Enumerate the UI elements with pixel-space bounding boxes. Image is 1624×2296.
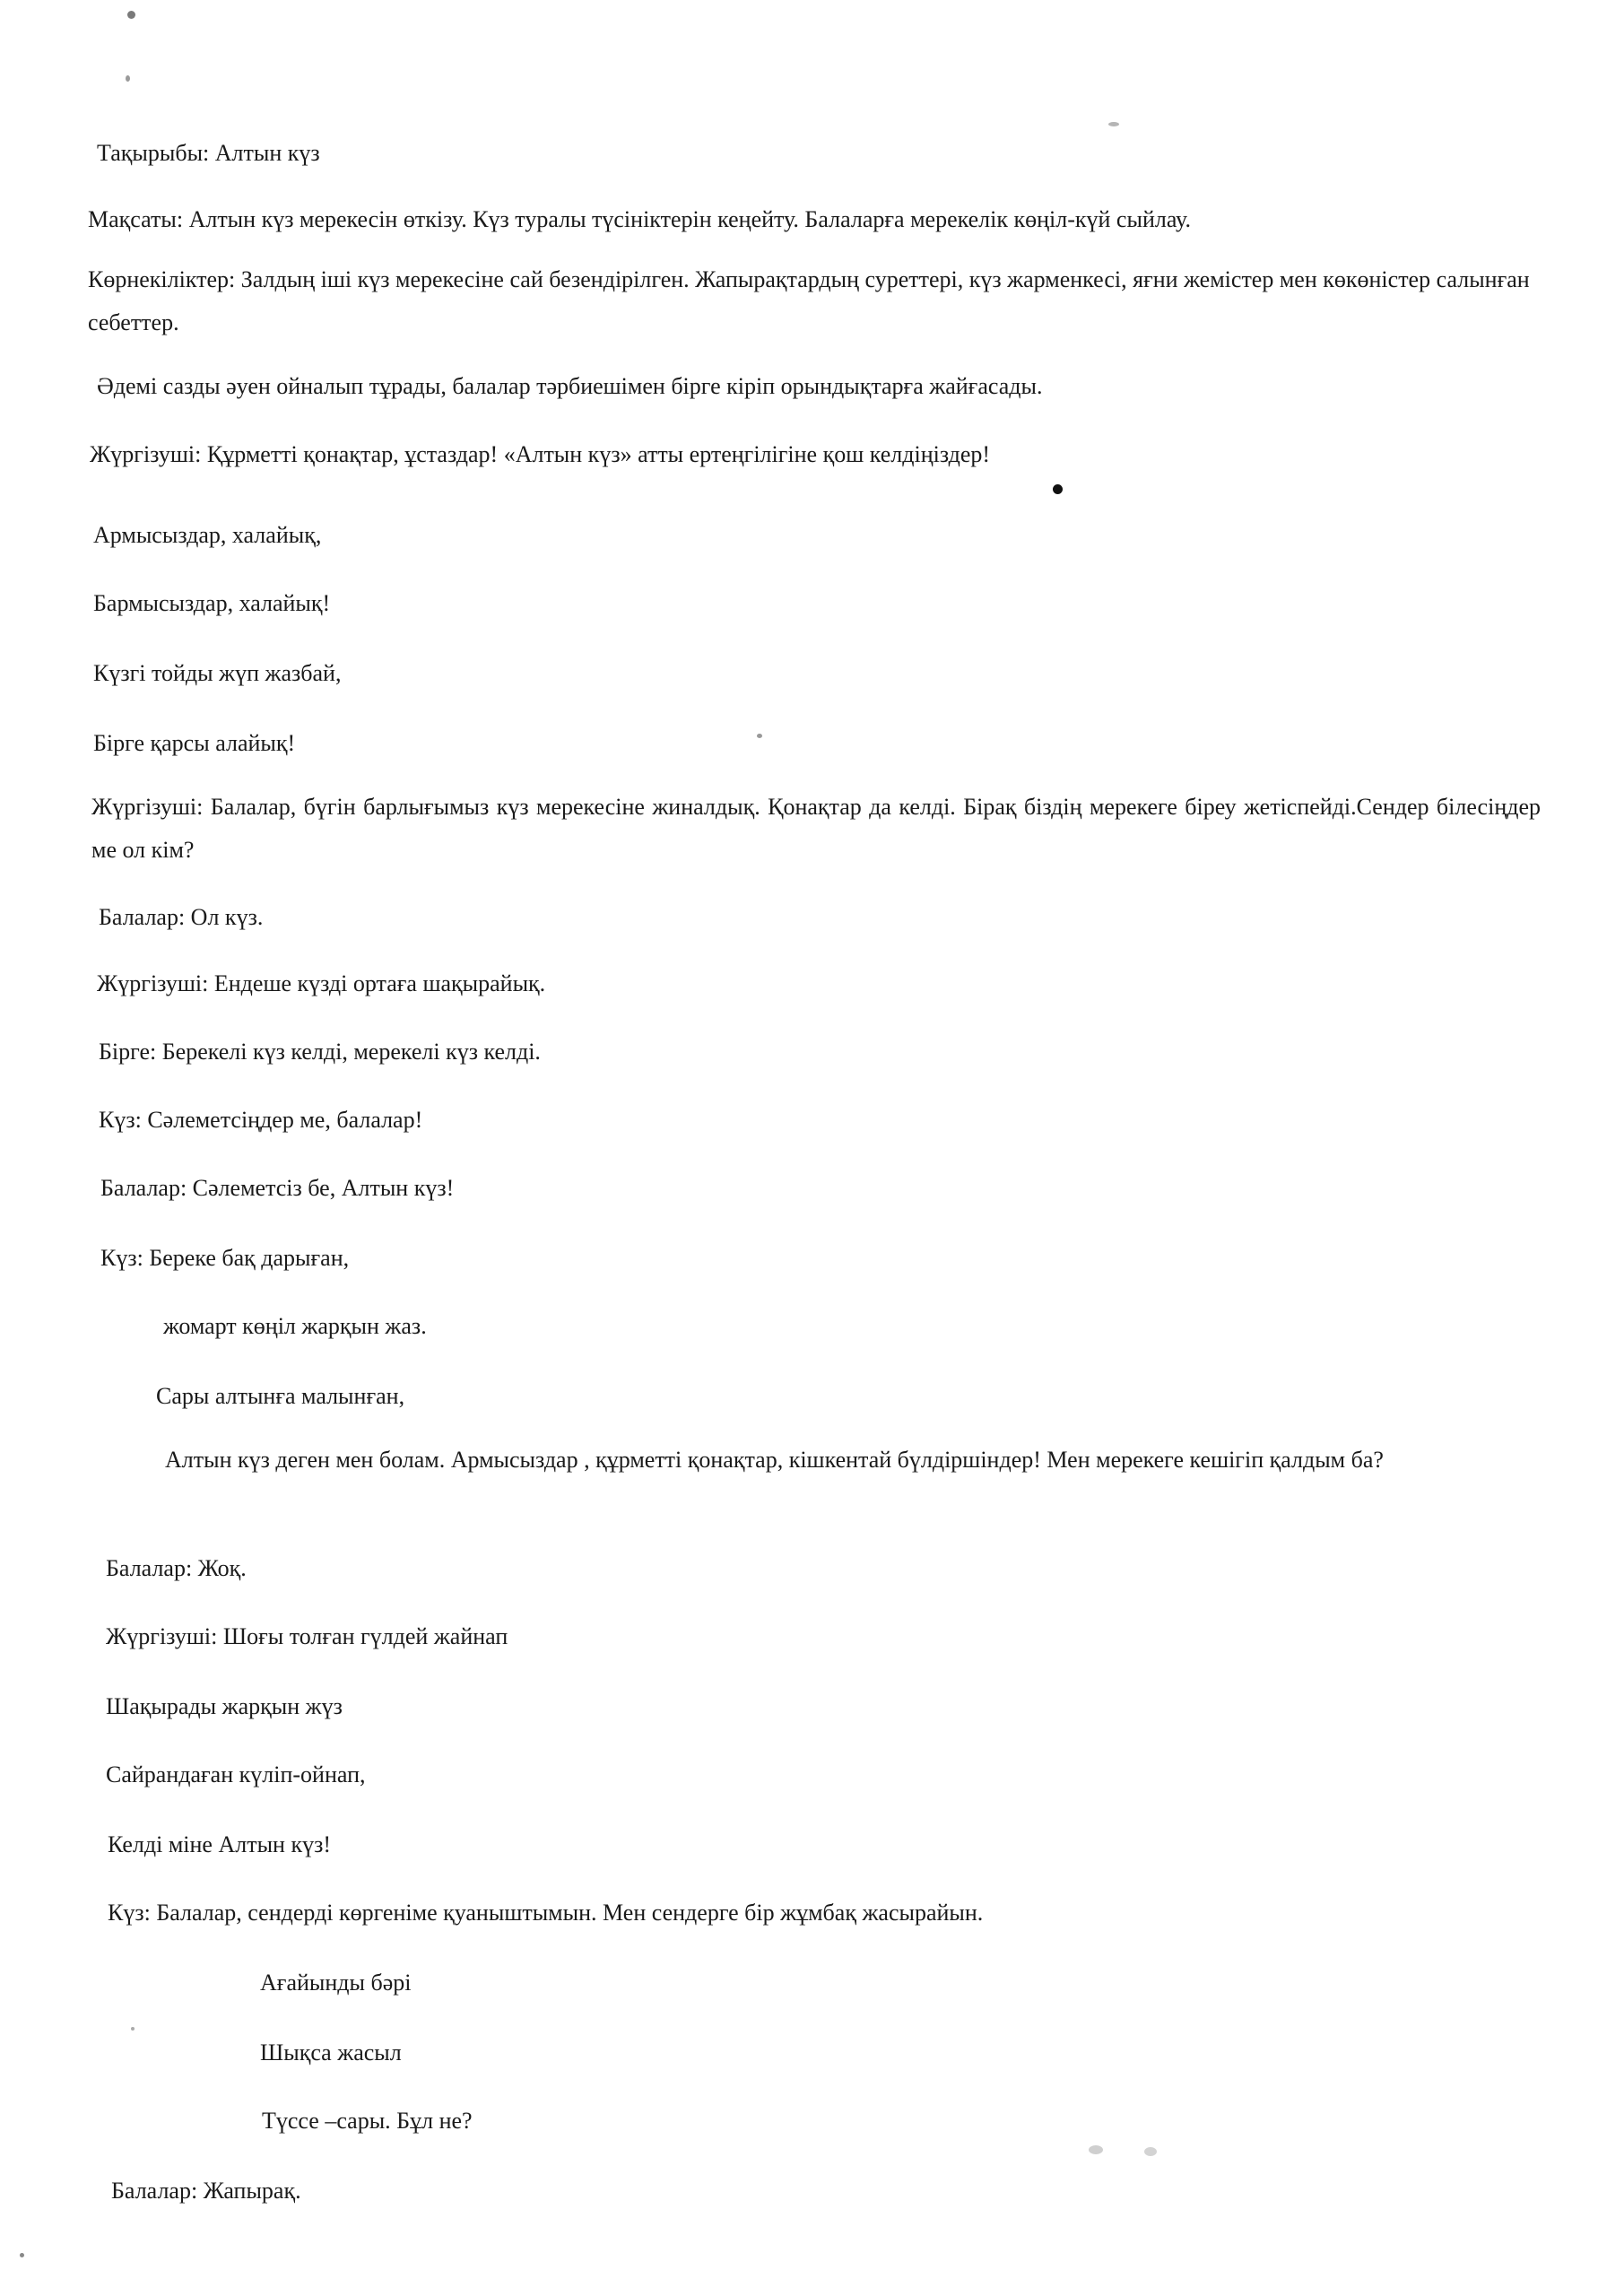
- poem-line: Бармысыздар, халайық!: [93, 590, 331, 616]
- entry-line: Әдемі сазды әуен ойналып тұрады, балалар тәрбиешімен бірге кіріп орындықтарға жайғасады.: [97, 373, 1043, 399]
- host-invite-line: Жүргізуші: Ендеше күзді ортаға шақырайық.: [97, 970, 546, 996]
- visuals-paragraph: Көрнекіліктер: Залдың іші күз мерекесіне сай безендірілген. Жапырақтардың суреттері, күз жарменкесі, яғни жемістер мен көкөністер салынған себеттер.: [88, 266, 1530, 335]
- scan-speck: [757, 734, 762, 738]
- host-poem-line: Жүргізуші: Шоғы толған гүлдей жайнап: [106, 1623, 508, 1649]
- riddle-line: Ағайынды бәрі: [260, 1970, 412, 1996]
- children-no-line: Балалар: Жоқ.: [106, 1555, 247, 1581]
- host-question-paragraph: Жүргізуші: Балалар, бүгін барлығымыз күз мерекесіне жиналдық. Қонақтар да келді. Бірақ біздің мерекеге біреу жетіспейді.Сендер білесіңдер ме ол кім?: [91, 794, 1541, 863]
- poem-line: Бірге қарсы алайық!: [93, 730, 296, 756]
- scan-speck: [126, 75, 130, 82]
- children-answer-line: Балалар: Жапырақ.: [111, 2178, 301, 2204]
- topic-line: Тақырыбы: Алтын күз: [97, 140, 320, 166]
- scan-speck: [131, 2027, 135, 2031]
- goal-line: Мақсаты: Алтын күз мерекесін өткізу. Күз туралы түсініктерін кеңейту. Балаларға мерекелік көңіл-күй сыйлау.: [88, 206, 1191, 232]
- scan-speck: [127, 11, 135, 19]
- children-answer-line: Балалар: Ол күз.: [99, 904, 264, 930]
- autumn-poem-line: Сары алтынға малынған,: [156, 1383, 405, 1409]
- scan-speck: [1144, 2147, 1157, 2156]
- autumn-poem-line: Күз: Береке бақ дарыған,: [100, 1245, 350, 1271]
- host-poem-line: Келді міне Алтын күз!: [108, 1831, 332, 1857]
- host-poem-line: Сайрандаған күліп-ойнап,: [106, 1761, 366, 1787]
- together-line: Бірге: Берекелі күз келді, мерекелі күз келді.: [99, 1039, 541, 1065]
- host-poem-line: Шақырады жарқын жүз: [106, 1693, 343, 1719]
- autumn-riddle-intro-line: Күз: Балалар, сендерді көргеніме қуаныштымын. Мен сендерге бір жұмбақ жасырайын.: [108, 1900, 984, 1926]
- autumn-hello-line: Күз: Сәлеметсіңдер ме, балалар!: [99, 1107, 423, 1133]
- autumn-poem-line: жомарт көңіл жарқын жаз.: [163, 1313, 427, 1339]
- riddle-line: Түссе –сары. Бұл не?: [262, 2108, 473, 2134]
- children-hello-line: Балалар: Сәлеметсіз бе, Алтын күз!: [100, 1175, 455, 1201]
- autumn-intro-paragraph: Алтын күз деген мен болам. Армысыздар , құрметті қонақтар, кішкентай бүлдіршіндер! Мен мерекеге кешігіп қалдым ба?: [165, 1447, 1384, 1473]
- host-greeting-line: Жүргізуші: Құрметті қонақтар, ұстаздар! «Алтын күз» атты ертеңгілігіне қош келдіңіздер!: [90, 441, 991, 467]
- scan-speck: [1089, 2145, 1103, 2154]
- scan-speck: [20, 2253, 24, 2257]
- poem-line: Күзгі тойды жүп жазбай,: [93, 660, 342, 686]
- riddle-line: Шықса жасыл: [260, 2039, 402, 2066]
- scan-speck: [1053, 484, 1063, 494]
- scan-speck: [1108, 122, 1119, 126]
- poem-line: Армысыздар, халайық,: [93, 522, 322, 548]
